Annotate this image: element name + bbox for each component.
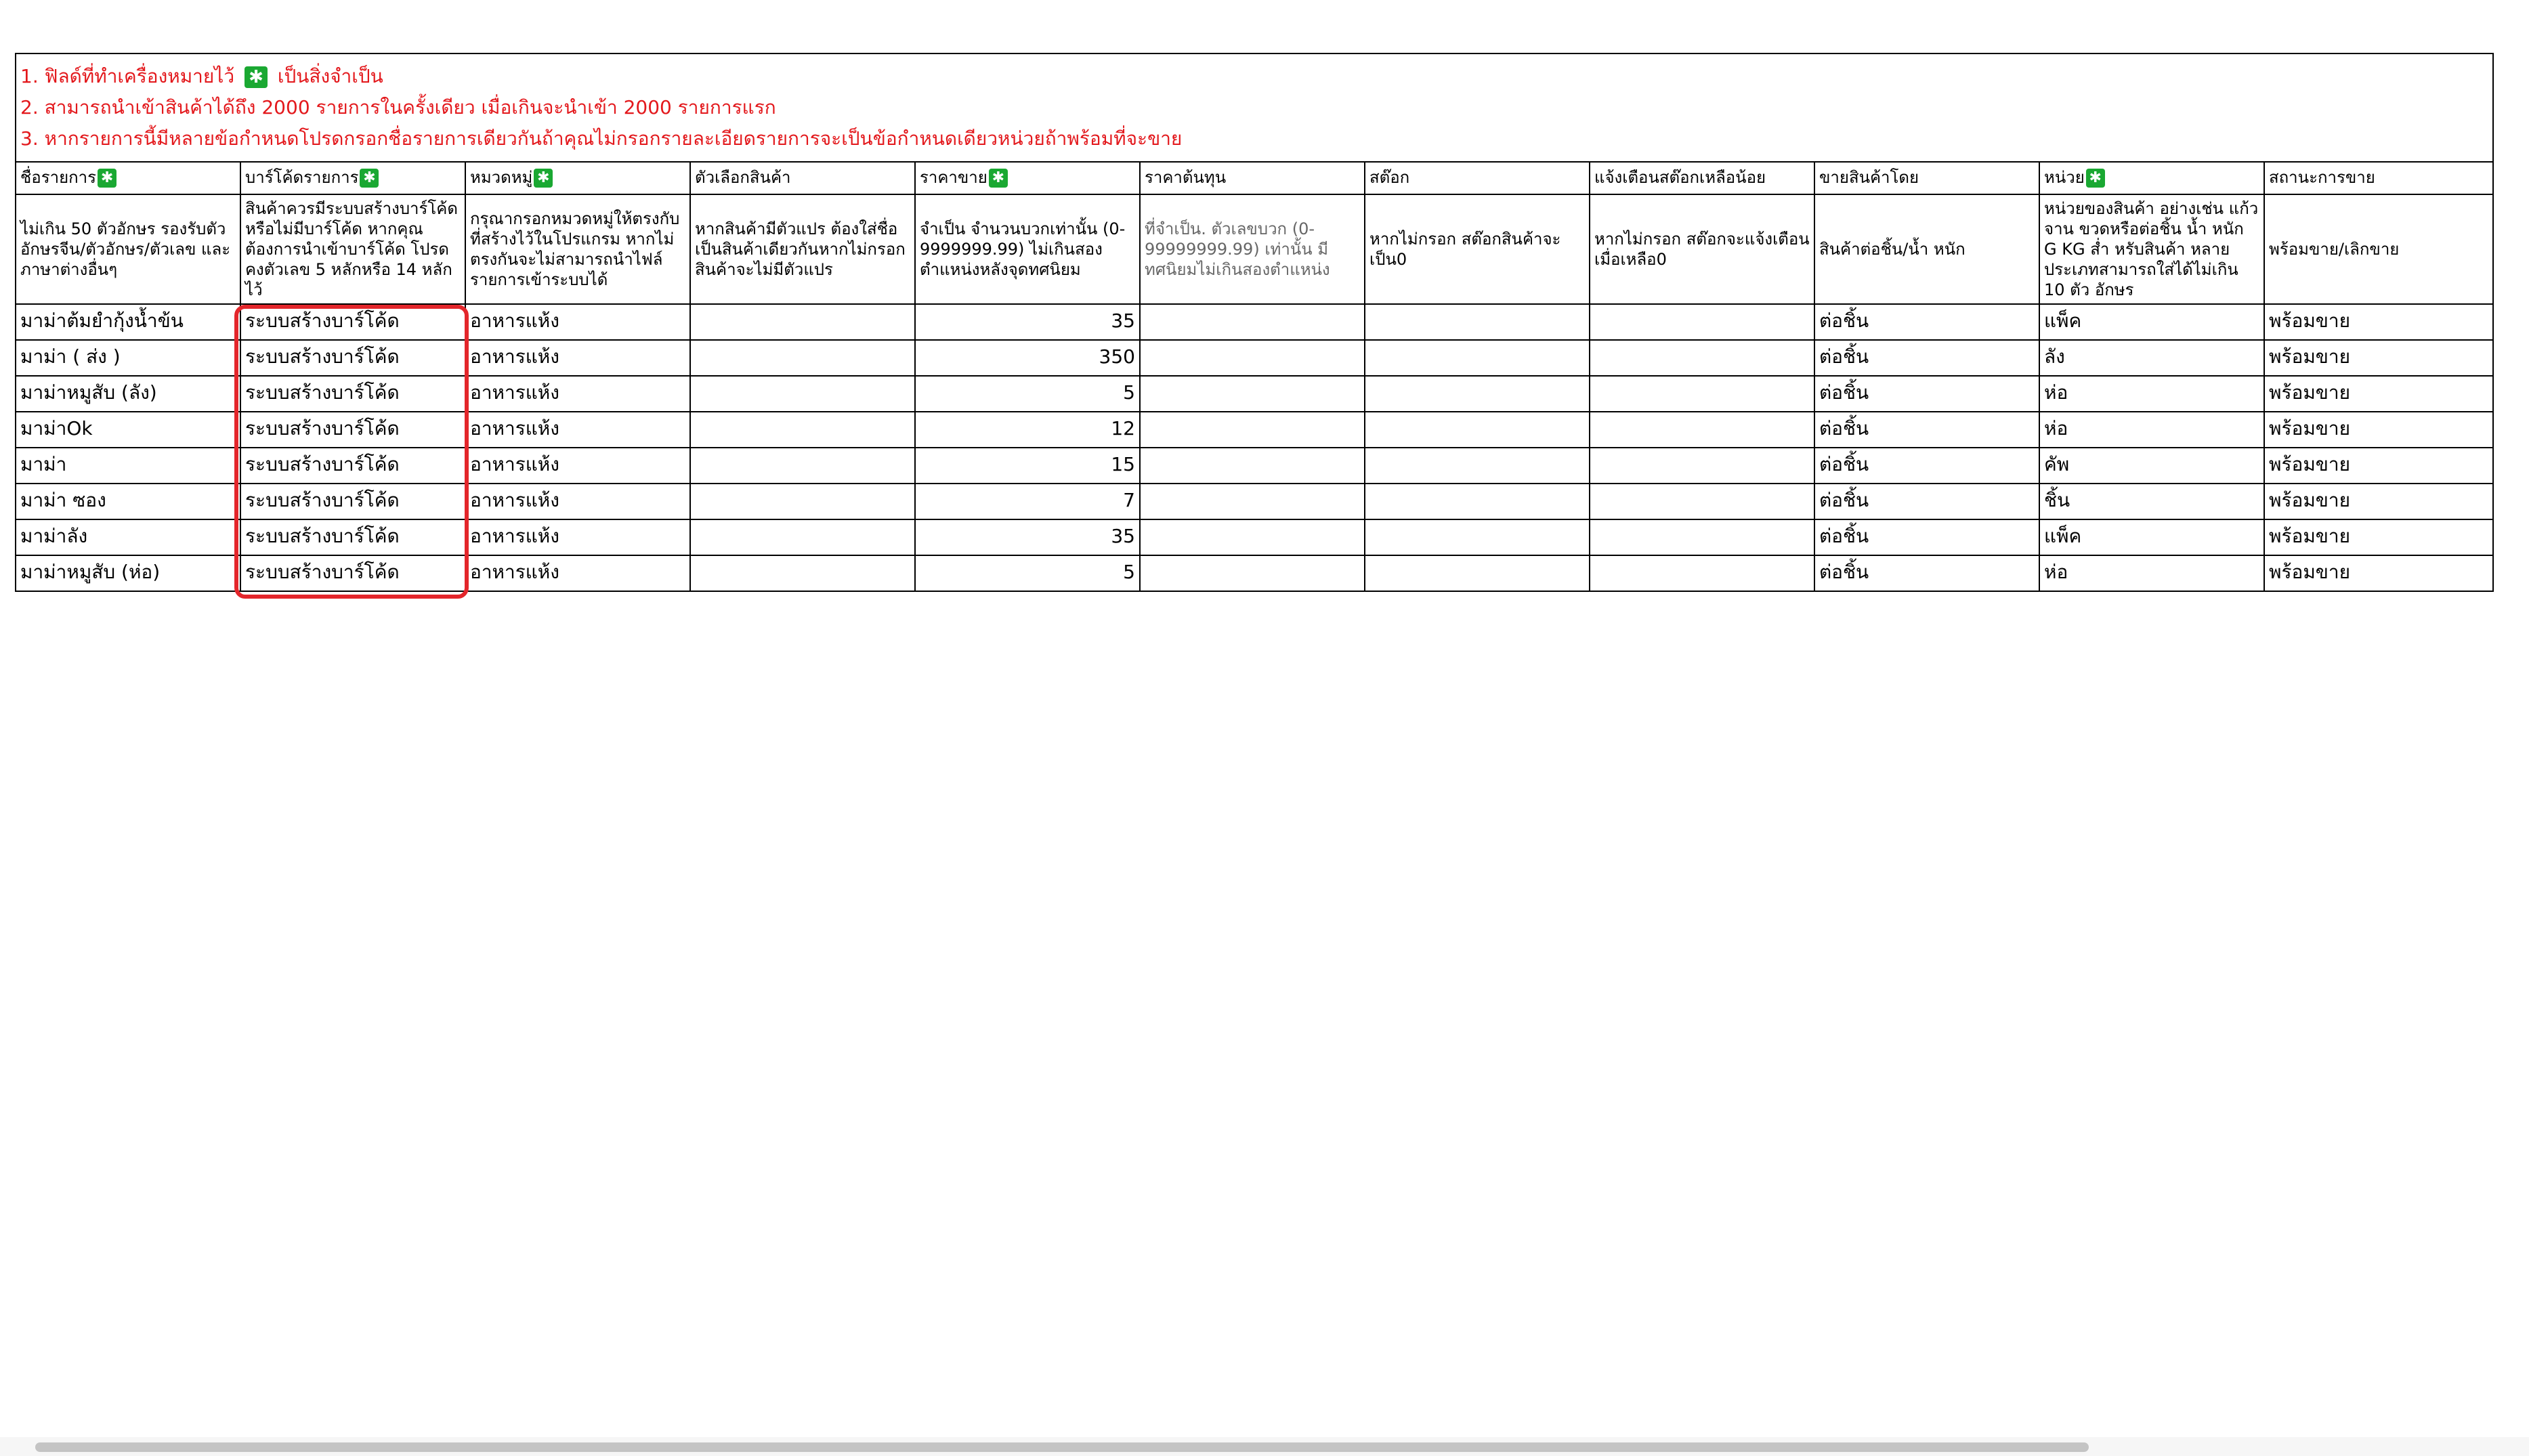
table-cell[interactable]: ระบบสร้างบาร์โค้ด [240,340,465,376]
table-cell[interactable]: ต่อชิ้น [1814,304,2039,340]
table-cell[interactable]: อาหารแห้ง [465,555,690,591]
table-cell[interactable] [1365,376,1590,412]
table-cell[interactable] [1140,412,1365,448]
table-cell[interactable]: 5 [915,555,1140,591]
table-cell[interactable]: แพ็ค [2039,304,2264,340]
table-cell[interactable] [690,304,915,340]
table-cell[interactable]: พร้อมขาย [2264,412,2493,448]
table-cell[interactable] [1590,376,1814,412]
header-row [16,162,2493,194]
table-cell[interactable]: อาหารแห้ง [465,304,690,340]
table-cell[interactable] [1590,519,1814,555]
table-cell[interactable]: พร้อมขาย [2264,519,2493,555]
table-cell[interactable]: ต่อชิ้น [1814,448,2039,484]
column-header[interactable]: บาร์โค้ดรายการ ✱ [240,162,465,194]
column-header[interactable]: ตัวเลือกสินค้า [690,162,915,194]
horizontal-scrollbar[interactable] [0,1437,2529,1456]
table-cell[interactable]: มาม่า [16,448,240,484]
green-asterisk-icon: ✱ [98,169,116,188]
note-import-limit: 2. สามารถนำเข้าสินค้าได้ถึง 2000 รายการในครั้งเดียว เมื่อเกินจะนำเข้า 2000 รายการแรก [20,96,776,119]
instructions-cell[interactable] [16,53,2493,162]
table-cell[interactable]: มาม่าต้มยำกุ้งน้ำข้น [16,304,240,340]
table-cell[interactable]: 350 [915,340,1140,376]
table-cell[interactable]: อาหารแห้ง [465,448,690,484]
green-asterisk-icon: ✱ [534,169,553,188]
green-asterisk-icon: ✱ [245,66,268,88]
table-row [16,412,2493,448]
table-cell[interactable] [690,448,915,484]
table-cell[interactable] [1590,484,1814,519]
table-cell[interactable]: ต่อชิ้น [1814,340,2039,376]
table-cell[interactable]: 12 [915,412,1140,448]
table-cell[interactable]: ชิ้น [2039,484,2264,519]
column-description[interactable]: หากไม่กรอก สต๊อกจะแจ้งเตือนเมื่อเหลือ0 [1590,194,1814,304]
table-cell[interactable]: ต่อชิ้น [1814,484,2039,519]
table-cell[interactable]: มาม่า ( ส่ง ) [16,340,240,376]
table-cell[interactable] [1140,519,1365,555]
scrollbar-thumb[interactable] [35,1442,2089,1452]
table-cell[interactable] [1365,340,1590,376]
column-header[interactable]: สต๊อก [1365,162,1590,194]
table-row [16,376,2493,412]
table-cell[interactable] [690,555,915,591]
table-cell[interactable]: ระบบสร้างบาร์โค้ด [240,484,465,519]
table-cell[interactable]: 35 [915,304,1140,340]
note-variants: 3. หากรายการนี้มีหลายข้อกำหนดโปรดกรอกชื่อรายการเดียวกันถ้าคุณไม่กรอกรายละเอียดรายการจะเป็นข้อกำหนดเดียวหน่วยถ้าพร้อมที่จะขาย [20,127,1183,150]
table-row [16,484,2493,519]
table-cell[interactable]: มาม่าลัง [16,519,240,555]
column-header[interactable]: ราคาต้นทุน [1140,162,1365,194]
table-cell[interactable] [690,340,915,376]
table-cell[interactable] [1140,448,1365,484]
table-row [16,304,2493,340]
table-cell[interactable]: แพ็ค [2039,519,2264,555]
table-cell[interactable]: มาม่าหมูสับ (ลัง) [16,376,240,412]
column-description[interactable]: ไม่เกิน 50 ตัวอักษร รองรับตัวอักษรจีน/ตัวอักษร/ตัวเลข และภาษาต่างอื่นๆ [16,194,240,304]
table-cell[interactable]: พร้อมขาย [2264,484,2493,519]
table-cell[interactable]: ต่อชิ้น [1814,519,2039,555]
table-cell[interactable]: ต่อชิ้น [1814,555,2039,591]
column-description[interactable]: พร้อมขาย/เลิกขาย [2264,194,2493,304]
table-cell[interactable]: ระบบสร้างบาร์โค้ด [240,519,465,555]
green-asterisk-icon: ✱ [2086,169,2105,188]
table-cell[interactable]: ห่อ [2039,412,2264,448]
table-cell[interactable]: คัพ [2039,448,2264,484]
table-cell[interactable] [1590,448,1814,484]
table-cell[interactable] [1365,448,1590,484]
table-cell[interactable]: ระบบสร้างบาร์โค้ด [240,304,465,340]
table-cell[interactable]: 5 [915,376,1140,412]
table-cell[interactable] [1365,519,1590,555]
table-cell[interactable]: 15 [915,448,1140,484]
green-asterisk-icon: ✱ [989,169,1008,188]
table-cell[interactable] [1590,304,1814,340]
column-description[interactable]: หากไม่กรอก สต๊อกสินค้าจะเป็น0 [1365,194,1590,304]
table-cell[interactable] [1590,340,1814,376]
table-cell[interactable]: ระบบสร้างบาร์โค้ด [240,448,465,484]
table-cell[interactable] [690,412,915,448]
table-cell[interactable] [690,519,915,555]
column-description[interactable]: จำเป็น จำนวนบวกเท่านั้น (0-9999999.99) ไม่เกินสองตำแหน่งหลังจุดทศนิยม [915,194,1140,304]
green-asterisk-icon: ✱ [360,169,379,188]
table-cell[interactable]: พร้อมขาย [2264,376,2493,412]
table-cell[interactable] [1365,304,1590,340]
column-description[interactable]: ที่จำเป็น. ตัวเลขบวก (0-99999999.99) เท่านั้น มีทศนิยมไม่เกินสองตำแหน่ง [1140,194,1365,304]
import-template-sheet [15,53,2494,592]
table-cell[interactable]: ระบบสร้างบาร์โค้ด [240,412,465,448]
table-cell[interactable] [1140,484,1365,519]
table-cell[interactable] [690,376,915,412]
table-cell[interactable] [1365,555,1590,591]
table-row [16,555,2493,591]
note-required-fields: 1. ฟิลด์ที่ทำเครื่องหมายไว้ ✱ เป็นสิ่งจำเป็น [20,65,383,87]
table-cell[interactable]: ห่อ [2039,376,2264,412]
table-cell[interactable] [1365,412,1590,448]
table-cell[interactable]: อาหารแห้ง [465,340,690,376]
table-cell[interactable]: อาหารแห้ง [465,484,690,519]
table-cell[interactable]: พร้อมขาย [2264,448,2493,484]
table-cell[interactable] [1140,376,1365,412]
table-row [16,448,2493,484]
column-description[interactable]: กรุณากรอกหมวดหมู่ให้ตรงกับที่สร้างไว้ในโปรแกรม หากไม่ตรงกันจะไม่สามารถนำไฟล์รายการเข้าระบบได้ [465,194,690,304]
column-description[interactable]: หากสินค้ามีตัวแปร ต้องใส่ชื่อเป็นสินค้าเดียวกันหากไม่กรอกสินค้าจะไม่มีตัวแปร [690,194,915,304]
column-header[interactable]: ชื่อรายการ ✱ [16,162,240,194]
column-header[interactable]: หน่วย ✱ [2039,162,2264,194]
column-description[interactable]: สินค้าควรมีระบบสร้างบาร์โค้ดหรือไม่มีบาร์โค้ด หากคุณต้องการนำเข้าบาร์โค้ด โปรดคงตัวเลข 5 หลักหรือ 14 หลักไว้ [240,194,465,304]
table-cell[interactable] [690,484,915,519]
column-header[interactable]: ราคาขาย ✱ [915,162,1140,194]
column-description[interactable]: สินค้าต่อชิ้น/น้ำ หนัก [1814,194,2039,304]
table-cell[interactable] [1590,412,1814,448]
table-cell[interactable]: ระบบสร้างบาร์โค้ด [240,376,465,412]
table-cell[interactable]: ห่อ [2039,555,2264,591]
table-cell[interactable]: อาหารแห้ง [465,519,690,555]
table-cell[interactable]: ลัง [2039,340,2264,376]
description-row [16,194,2493,304]
table-row [16,340,2493,376]
table-cell[interactable] [1140,555,1365,591]
column-header[interactable]: หมวดหมู่ ✱ [465,162,690,194]
table-cell[interactable]: มาม่าหมูสับ (ห่อ) [16,555,240,591]
column-header[interactable]: ขายสินค้าโดย [1814,162,2039,194]
table-cell[interactable]: พร้อมขาย [2264,340,2493,376]
column-description[interactable]: หน่วยของสินค้า อย่างเช่น แก้ว จาน ขวดหรือต่อชิ้น น้ำ หนัก G KG ส่ำ หรับสินค้า หลายประเภทสามารถใส่ได้ไม่เกิน 10 ตัว อักษร [2039,194,2264,304]
table-cell[interactable]: อาหารแห้ง [465,412,690,448]
table-row [16,519,2493,555]
table-cell[interactable]: 35 [915,519,1140,555]
table-cell[interactable] [1140,304,1365,340]
table-cell[interactable] [1140,340,1365,376]
column-header[interactable]: สถานะการขาย [2264,162,2493,194]
table-cell[interactable]: มาม่าOk [16,412,240,448]
table-cell[interactable] [1365,484,1590,519]
table-cell[interactable]: อาหารแห้ง [465,376,690,412]
table-cell[interactable]: พร้อมขาย [2264,304,2493,340]
table-cell[interactable] [1590,555,1814,591]
table-cell[interactable]: ระบบสร้างบาร์โค้ด [240,555,465,591]
table-cell[interactable]: มาม่า ซอง [16,484,240,519]
table-cell[interactable]: พร้อมขาย [2264,555,2493,591]
table-cell[interactable]: ต่อชิ้น [1814,376,2039,412]
column-header[interactable]: แจ้งเตือนสต๊อกเหลือน้อย [1590,162,1814,194]
table-cell[interactable]: ต่อชิ้น [1814,412,2039,448]
table-cell[interactable]: 7 [915,484,1140,519]
